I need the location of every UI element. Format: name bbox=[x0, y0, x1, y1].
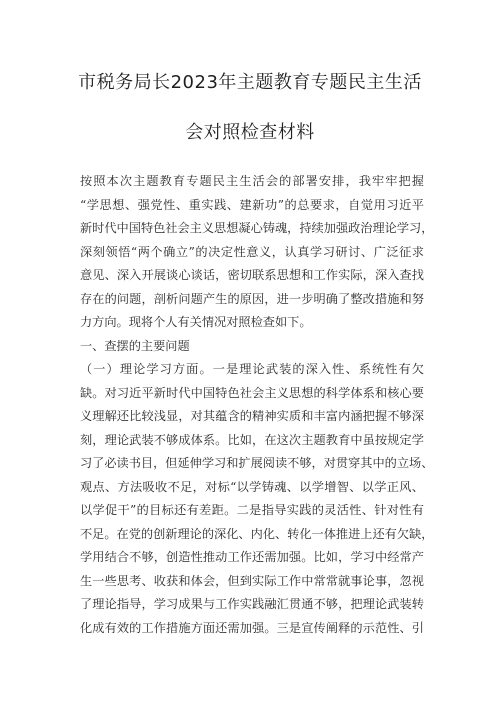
body-text-line: 新时代中国特色社会主义思想凝心铸魂，持续加强政治理论学习， bbox=[80, 221, 434, 235]
body-text-line: 化成有效的工作措施方面还需加强。三是宣传阐释的示范性、引 bbox=[80, 620, 424, 635]
body-text-line: 缺。对习近平新时代中国特色社会主义思想的科学体系和核心要 bbox=[80, 385, 424, 400]
body-text-line: 按照本次主题教育专题民主生活会的部署安排，我牢牢把握 bbox=[80, 174, 424, 188]
document-title-line-2: 会对照检查材料 bbox=[185, 122, 315, 143]
body-text-line: 深刻领悟“两个确立”的决定性意义，认真学习研讨、广泛征求 bbox=[80, 244, 424, 259]
body-text-line: 学用结合不够，创造性推动工作还需加强。比如，学习中经常产 bbox=[80, 550, 424, 564]
body-text-line: 力方向。现将个人有关情况对照检查如下。 bbox=[80, 315, 312, 329]
body-text-line: 观点、方法吸收不足，对标“以学铸魂、以学增智、以学正风、 bbox=[80, 479, 424, 494]
body-text-line: （一）理论学习方面。一是理论武装的深入性、系统性有欠 bbox=[80, 362, 424, 376]
body-text-line: 了理论指导，学习成果与工作实践融汇贯通不够，把理论武装转 bbox=[80, 597, 424, 611]
body-text-line: 义理解还比较浅显，对其蕴含的精神实质和丰富内涵把握不够深 bbox=[80, 409, 424, 423]
body-text-line: 意见、深入开展谈心谈话，密切联系思想和工作实际，深入查找 bbox=[80, 268, 424, 282]
body-text-line: 习了必读书目，但延伸学习和扩展阅读不够，对贯穿其中的立场、 bbox=[80, 456, 434, 470]
body-text-line: 存在的问题，剖析问题产生的原因，进一步明确了整改措施和努 bbox=[80, 291, 424, 306]
document-title-line-1: 市税务局长2023年主题教育专题民主生活 bbox=[78, 72, 422, 93]
body-text-line: 刻，理论武装不够成体系。比如，在这次主题教育中虽按规定学 bbox=[80, 432, 424, 447]
body-text-line: 以学促干”的目标还有差距。二是指导实践的灵活性、针对性有 bbox=[80, 503, 424, 517]
body-text-line: “学思想、强党性、重实践、建新功”的总要求，自觉用习近平 bbox=[80, 197, 424, 212]
body-text-line: 不足。在党的创新理论的深化、内化、转化一体推进上还有欠缺， bbox=[80, 526, 434, 541]
body-text-line: 一、查摆的主要问题 bbox=[80, 338, 190, 353]
body-text-line: 生一些思考、收获和体会，但到实际工作中常常就事论事，忽视 bbox=[80, 573, 424, 588]
document-body bbox=[80, 170, 434, 640]
